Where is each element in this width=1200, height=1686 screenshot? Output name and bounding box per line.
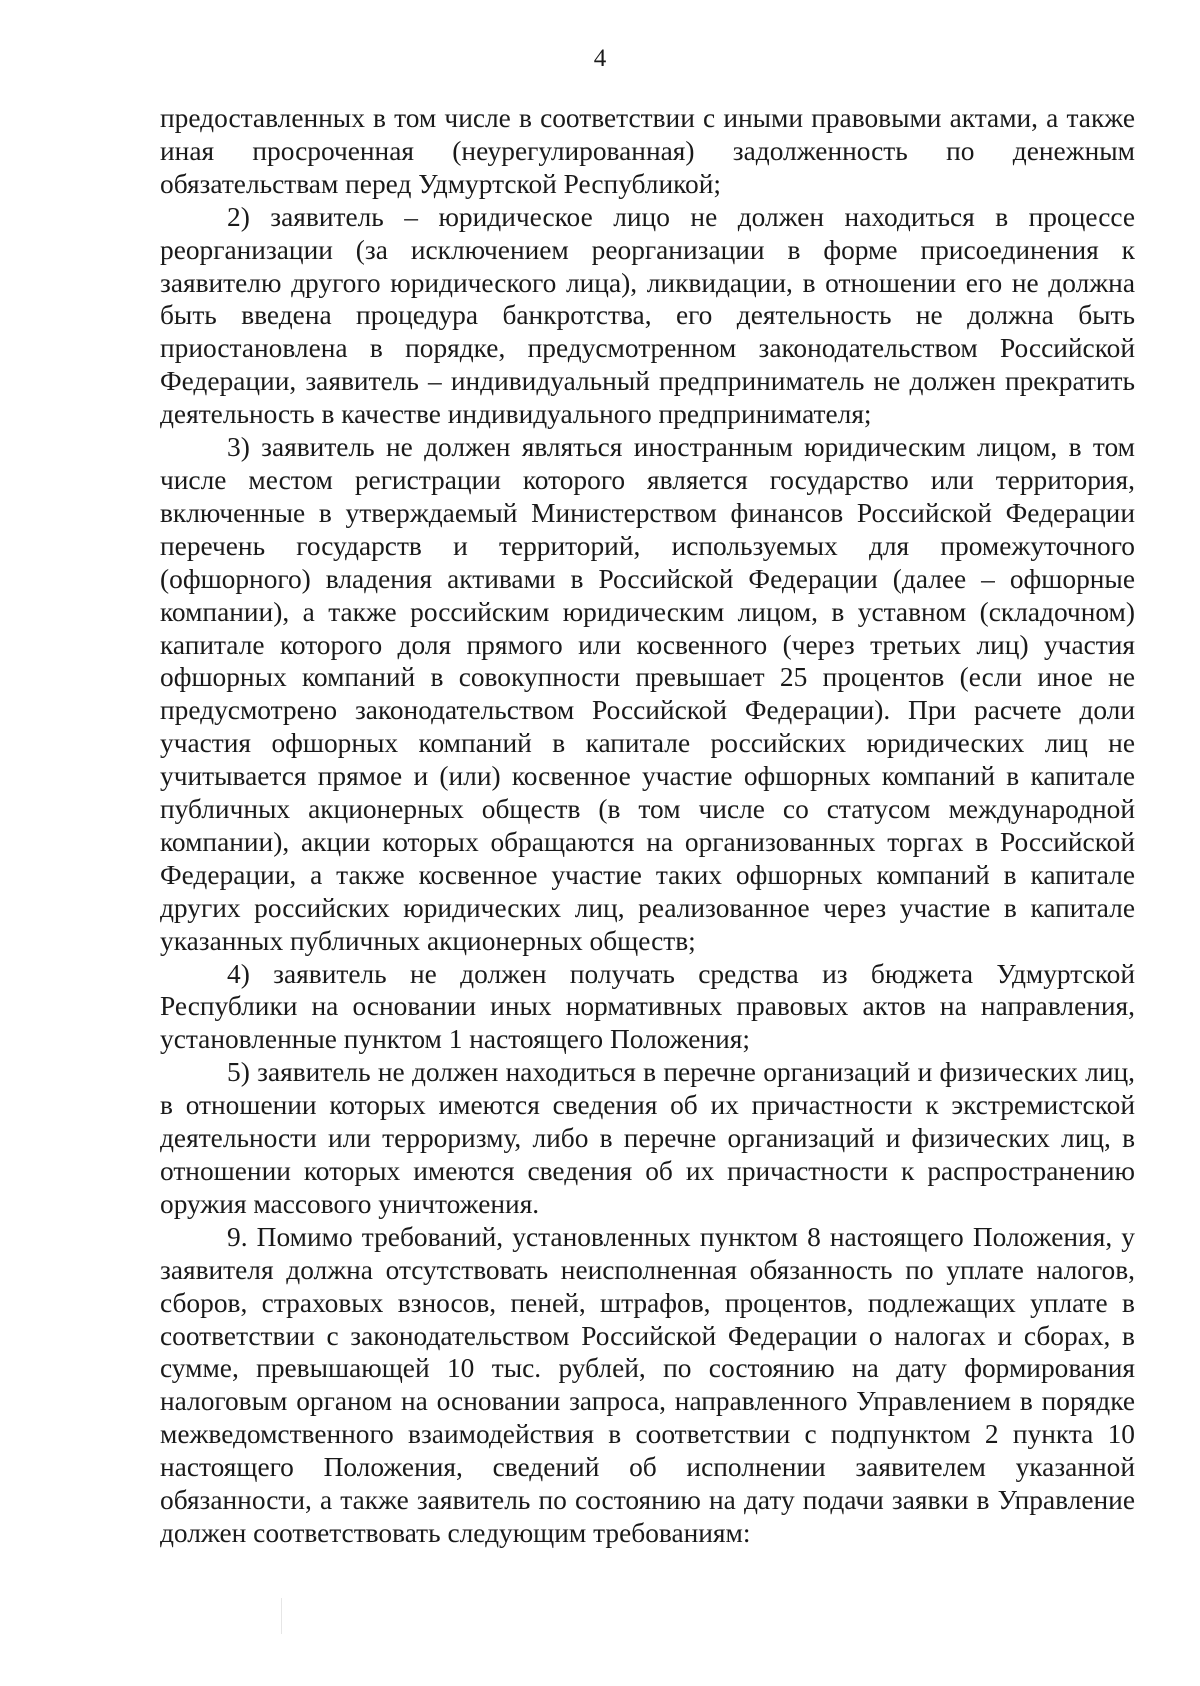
page-number: 4 bbox=[593, 45, 607, 72]
paragraph-clause-9: 9. Помимо требований, установленных пунктом 8 настоящего Положения, у заявителя должна отсутствовать неисполненная обязанность по уплате налогов, сборов, страховых взносов, пеней, штрафов, процентов, подлежащих уплате в соответствии с законодательством Российской Федерации о налогах и сборах, в сумме, превышающей 10 тыс. рублей, по состоянию на дату формирования налоговым органом на основании запроса, направленного Управлением в порядке межведомственного взаимодействия в соответствии с подпунктом 2 пункта 10 настоящего Положения, сведений об исполнении заявителем указанной обязанности, а также заявитель по состоянию на дату подачи заявки в Управление должен соответствовать следующим требованиям: bbox=[160, 1221, 1135, 1548]
document-body bbox=[160, 102, 1135, 1550]
paragraph-item-4: 4) заявитель не должен получать средства из бюджета Удмуртской Республики на основании иных нормативных правовых актов на направления, установленные пунктом 1 настоящего Положения; bbox=[160, 958, 1135, 1055]
paragraph-continuation: предоставленных в том числе в соответствии с иными правовыми актами, а также иная просроченная (неурегулированная) задолженность по денежным обязательствам перед Удмуртской Республикой; bbox=[160, 103, 1135, 199]
scan-mark bbox=[281, 1598, 282, 1634]
paragraph-item-2: 2) заявитель – юридическое лицо не должен находиться в процессе реорганизации (за исключением реорганизации в форме присоединения к заявителю другого юридического лица), ликвидации, в отношении его не должна быть введена процедура банкротства, его деятельность не должна быть приостановлена в порядке, предусмотренном законодательством Российской Федерации, заявитель – индивидуальный предприниматель не должен прекратить деятельность в качестве индивидуального предпринимателя; bbox=[160, 201, 1135, 430]
paragraph-item-3: 3) заявитель не должен являться иностранным юридическим лицом, в том числе местом регистрации которого является государство или территория, включенные в утверждаемый Министерством финансов Российской Федерации перечень государств и территорий, используемых для промежуточного (офшорного) владения активами в Российской Федерации (далее – офшорные компании), а также российским юридическим лицом, в уставном (складочном) капитале которого доля прямого или косвенного (через третьих лиц) участия офшорных компаний в совокупности превышает 25 процентов (если иное не предусмотрено законодательством Российской Федерации). При расчете доли участия офшорных компаний в капитале российских юридических лиц не учитывается прямое и (или) косвенное участие офшорных компаний в капитале публичных акционерных обществ (в том числе со статусом международной компании), акции которых обращаются на организованных торгах в Российской Федерации, а также косвенное участие таких офшорных компаний в капитале других российских юридических лиц, реализованное через участие в капитале указанных публичных акционерных обществ; bbox=[160, 432, 1135, 956]
paragraph-item-5: 5) заявитель не должен находиться в перечне организаций и физических лиц, в отношении которых имеются сведения об их причастности к экстремистской деятельности или терроризму, либо в перечне организаций и физических лиц, в отношении которых имеются сведения об их причастности к распространению оружия массового уничтожения. bbox=[160, 1057, 1135, 1219]
